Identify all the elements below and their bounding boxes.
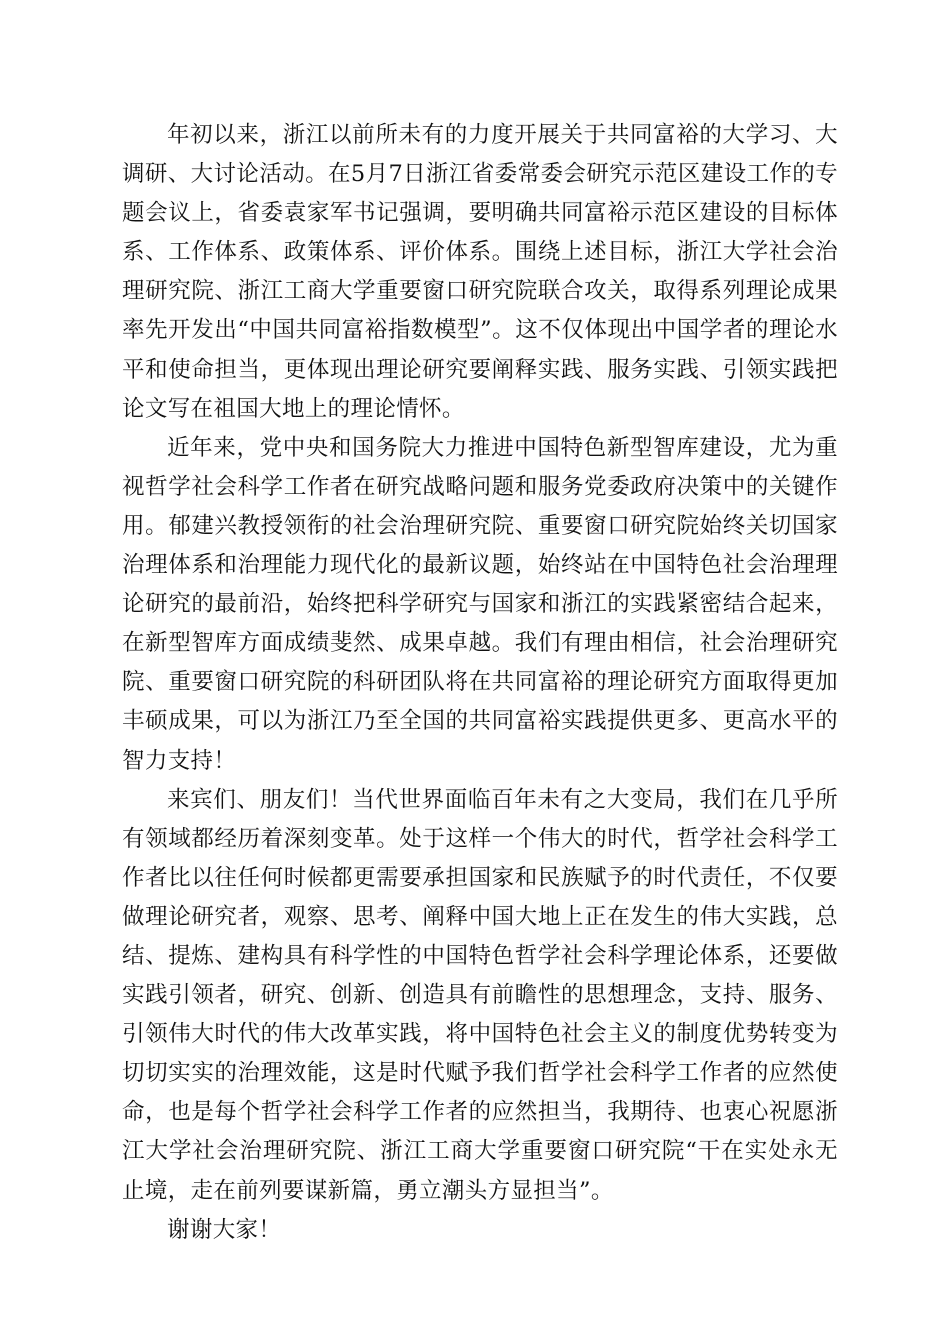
paragraph-thanks: 谢谢大家！: [167, 1216, 282, 1243]
paragraph-guests-and-friends: 来宾们、朋友们！当代世界面临百年未有之大变局，我们在几乎所有领域都经历着深刻变革。处于这样一个伟大的时代，哲学社会科学工作者比以往任何时候都更需要承担国家和民族赋予的时代责任，不仅要做理论研究者，观察、思考、阐释中国大地上正在发生的伟大实践，总结、提炼、建构具有科学性的中国特色哲学社会科学理论体系，还要做实践引领者，研究、创新、创造具有前瞻性的思想理念，支持、服务、引领伟大时代的伟大改革实践，将中国特色社会主义的制度优势转变为切切实实的治理效能，这是时代赋予我们哲学社会科学工作者的应然使命，也是每个哲学社会科学工作者的应然担当，我期待、也衷心祝愿浙江大学社会治理研究院、浙江工商大学重要窗口研究院“干在实处永无止境，走在前列要谋新篇，勇立潮头方显担当”。: [122, 786, 838, 1204]
speech-body: [122, 116, 838, 1250]
paragraph-common-prosperity-research: 年初以来，浙江以前所未有的力度开展关于共同富裕的大学习、大调研、大讨论活动。在5月7日浙江省委常委会研究示范区建设工作的专题会议上，省委袁家军书记强调，要明确共同富裕示范区建设的目标体系、工作体系、政策体系、评价体系。围绕上述目标，浙江大学社会治理研究院、浙江工商大学重要窗口研究院联合攻关，取得系列理论成果率先开发出“中国共同富裕指数模型”。这不仅体现出中国学者的理论水平和使命担当，更体现出理论研究要阐释实践、服务实践、引领实践把论文写在祖国大地上的理论情怀。: [122, 122, 838, 422]
paragraph-think-tank-construction: 近年来，党中央和国务院大力推进中国特色新型智库建设，尤为重视哲学社会科学工作者在研究战略问题和服务党委政府决策中的关键作用。郁建兴教授领衔的社会治理研究院、重要窗口研究院始终关切国家治理体系和治理能力现代化的最新议题，始终站在中国特色社会治理理论研究的最前沿，始终把科学研究与国家和浙江的实践紧密结合起来，在新型智库方面成绩斐然、成果卓越。我们有理由相信，社会治理研究院、重要窗口研究院的科研团队将在共同富裕的理论研究方面取得更加丰硕成果，可以为浙江乃至全国的共同富裕实践提供更多、更高水平的智力支持！: [122, 434, 838, 774]
